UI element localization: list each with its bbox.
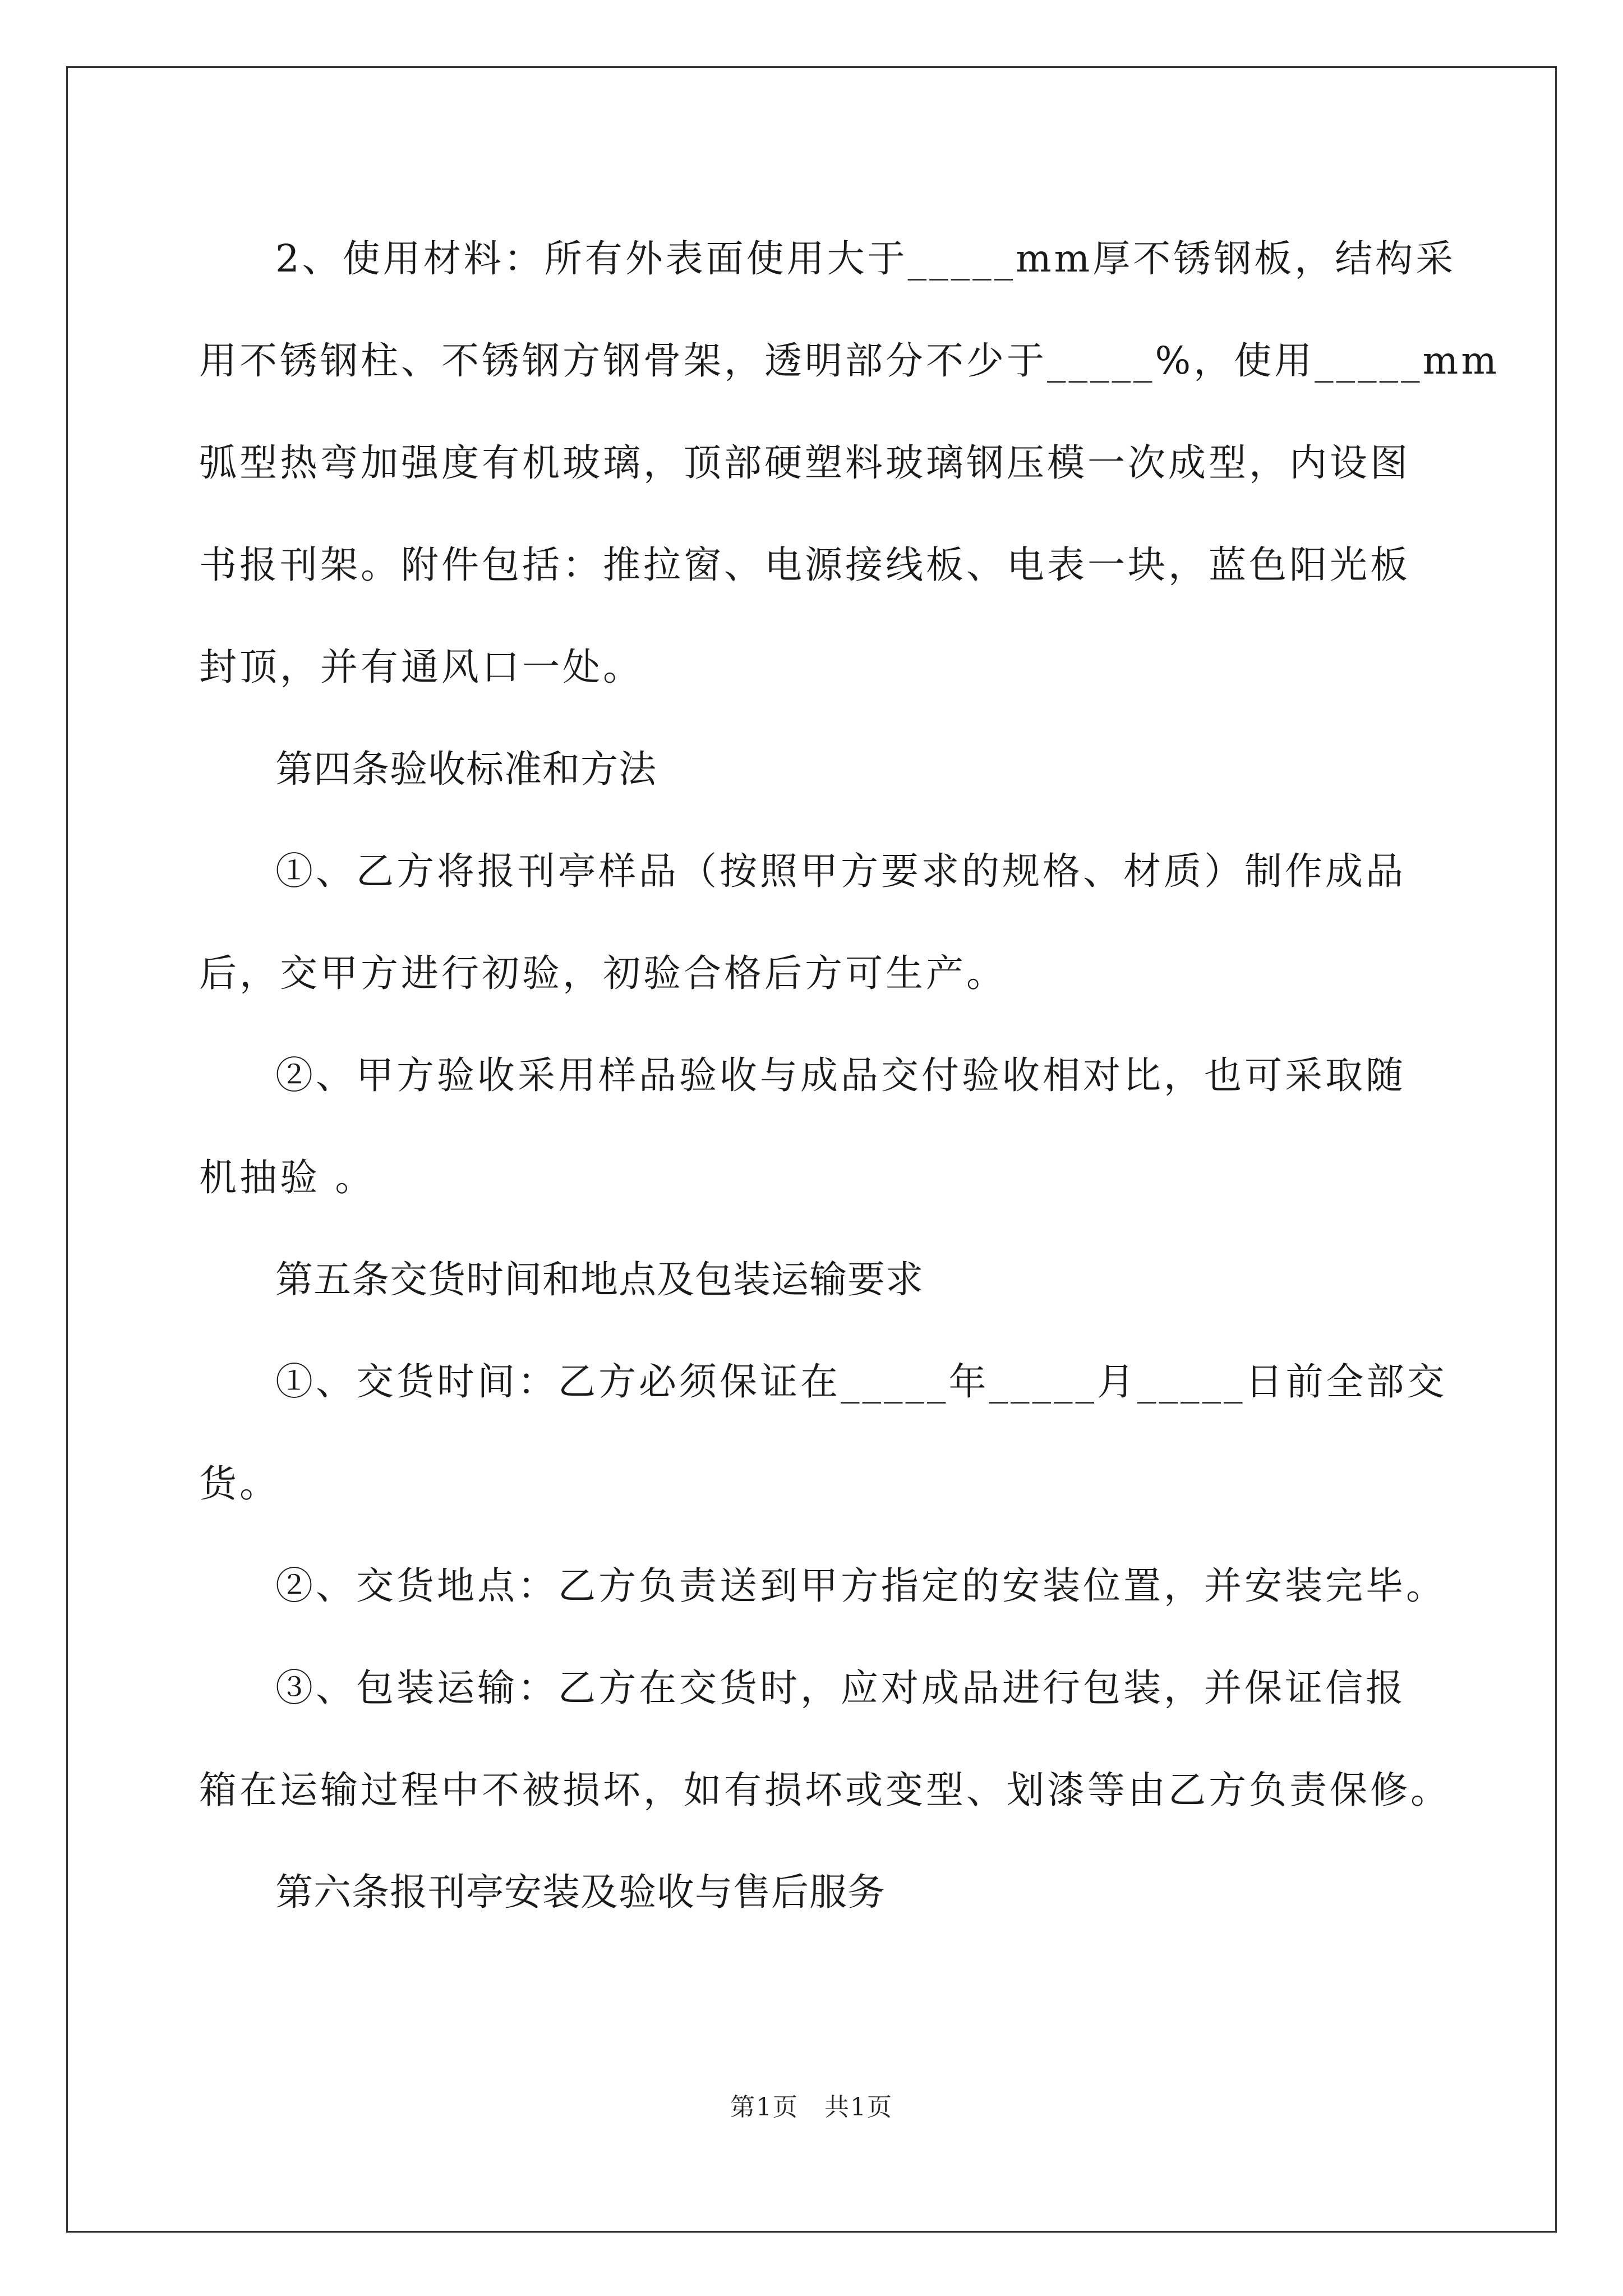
paragraph-acceptance-1 (199, 820, 1428, 1024)
text-line: ②、交货地点：乙方负责送到甲方指定的安装位置，并安装完毕。 (275, 1564, 1446, 1608)
page-footer: 第1页 共1页 (730, 2093, 893, 2122)
text-line: ①、乙方将报刊亭样品（按照甲方要求的规格、材质）制作成品 (275, 849, 1406, 893)
text-line: 用不锈钢柱、不锈钢方钢骨架，透明部分不少于_____%，使用_____mm (199, 339, 1500, 383)
text-line: 封顶，并有通风口一处。 (199, 645, 643, 689)
text-line: 箱在运输过程中不被损坏，如有损坏或变型、划漆等由乙方负责保修。 (199, 1768, 1451, 1812)
paragraph-acceptance-2 (199, 1024, 1428, 1228)
text-line: 机抽验 。 (199, 1156, 376, 1199)
paragraph-delivery-2 (199, 1535, 1446, 1637)
article-4-heading: 第四条验收标准和方法 (275, 747, 657, 791)
text-line: ③、包装运输：乙方在交货时，应对成品进行包装，并保证信报 (275, 1666, 1406, 1710)
text-line: ②、甲方验收采用样品验收与成品交付验收相对比，也可采取随 (275, 1053, 1406, 1097)
article-5-heading: 第五条交货时间和地点及包装运输要求 (275, 1258, 924, 1301)
paragraph-materials (199, 208, 1500, 718)
text-line: 2、使用材料：所有外表面使用大于_____mm厚不锈钢板，结构采 (275, 237, 1456, 280)
article-6-heading: 第六条报刊亭安装及验收与售后服务 (275, 1870, 886, 1914)
paragraph-delivery-1 (199, 1331, 1447, 1535)
text-line: ①、交货时间：乙方必须保证在_____年_____月_____日前全部交 (275, 1360, 1447, 1404)
text-line: 后，交甲方进行初验，初验合格后方可生产。 (199, 951, 1007, 995)
text-line: 弧型热弯加强度有机玻璃，顶部硬塑料玻璃钢压模一次成型，内设图 (199, 441, 1410, 485)
document-body (199, 208, 1500, 1943)
text-line: 书报刊架。附件包括：推拉窗、电源接线板、电表一块，蓝色阳光板 (199, 543, 1410, 587)
paragraph-delivery-3 (199, 1637, 1451, 1841)
text-line: 货。 (199, 1462, 280, 1506)
